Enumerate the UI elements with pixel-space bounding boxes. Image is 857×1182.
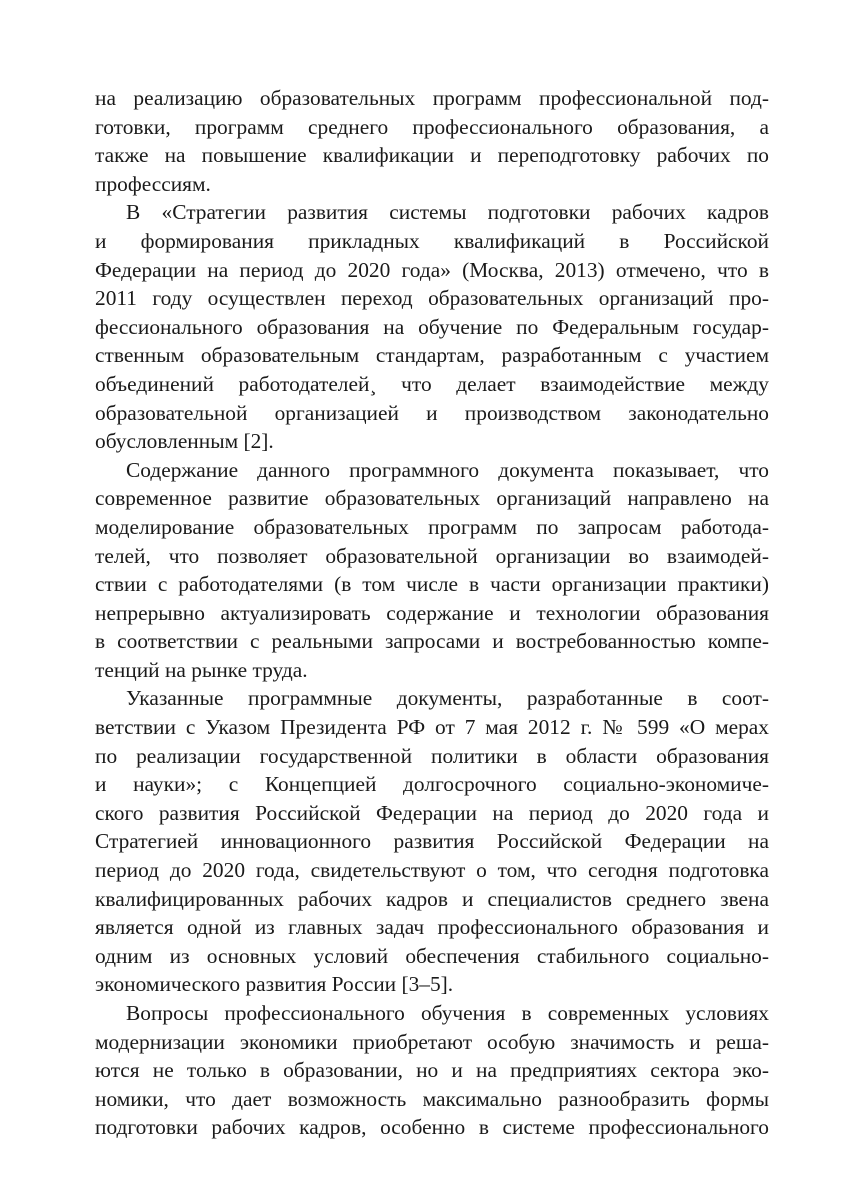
text-line: Федерации на период до 2020 года» (Москва, 2013) отмечено, что в [95,257,769,282]
page-body [95,84,769,1142]
text-line: В «Стратегии развития системы подготовки рабочих кадров [126,200,769,225]
paragraph [95,84,769,198]
text-line: ются не только в образовании, но и на предприятиях сектора эко- [95,1058,769,1083]
paragraph [95,456,769,685]
text-line: объединений работодателей¸ что делает взаимодействие между [95,371,769,396]
text-line: по реализации государственной политики в области образования [95,743,769,768]
text-line: телей, что позволяет образовательной организации во взаимодей- [95,543,769,568]
paragraph [95,999,769,1142]
text-line: современное развитие образовательных организаций направлено на [95,486,769,511]
text-line: модернизации экономики приобретают особую значимость и реша- [95,1029,769,1054]
text-line: ственным образовательным стандартам, разработанным с участием [95,343,769,368]
text-line: профессиям. [95,171,211,196]
text-line: на реализацию образовательных программ профессиональной под- [95,86,769,110]
text-line: фессионального образования на обучение по Федеральным государ- [95,314,769,339]
text-line: непрерывно актуализировать содержание и технологии образования [95,600,769,625]
text-line: обусловленным [2]. [95,429,274,454]
text-line: готовки, программ среднего профессионального образования, а [95,114,769,139]
text-line: образовательной организацией и производством законодательно [95,400,769,425]
text-line: также на повышение квалификации и переподготовку рабочих по [95,143,769,168]
text-line: ствии с работодателями (в том числе в части организации практики) [95,572,769,597]
text-line: Стратегией инновационного развития Российской Федерации на [95,829,769,854]
text-line: является одной из главных задач профессионального образования и [95,915,769,940]
text-line: в соответствии с реальными запросами и востребованностью компе- [95,629,769,654]
text-line: подготовки рабочих кадров, особенно в системе профессионального [95,1115,769,1140]
text-line: Указанные программные документы, разработанные в соот- [126,686,769,711]
text-line: экономического развития России [3–5]. [95,972,454,997]
text-line: моделирование образовательных программ по запросам работода- [95,514,769,539]
paragraph [95,684,769,999]
text-line: номики, что дает возможность максимально разнообразить формы [95,1086,769,1111]
text-line: ского развития Российской Федерации на период до 2020 года и [95,800,769,825]
text-line: период до 2020 года, свидетельствуют о том, что сегодня подготовка [95,858,769,883]
text-line: и науки»; с Концепцией долгосрочного социально-экономиче- [95,772,769,797]
text-line: Вопросы профессионального обучения в современных условиях [126,1001,769,1025]
text-line: и формирования прикладных квалификаций в Российской [95,228,769,253]
paragraph [95,198,769,455]
text-line: квалифицированных рабочих кадров и специалистов среднего звена [95,886,769,911]
text-line: Содержание данного программного документа показывает, что [126,457,769,482]
text-line: ветствии с Указом Президента РФ от 7 мая 2012 г. № 599 «О мерах [95,715,769,740]
text-line: тенций на рынке труда. [95,657,308,682]
text-line: одним из основных условий обеспечения стабильного социально- [95,943,769,968]
text-line: 2011 году осуществлен переход образовательных организаций про- [95,286,769,311]
